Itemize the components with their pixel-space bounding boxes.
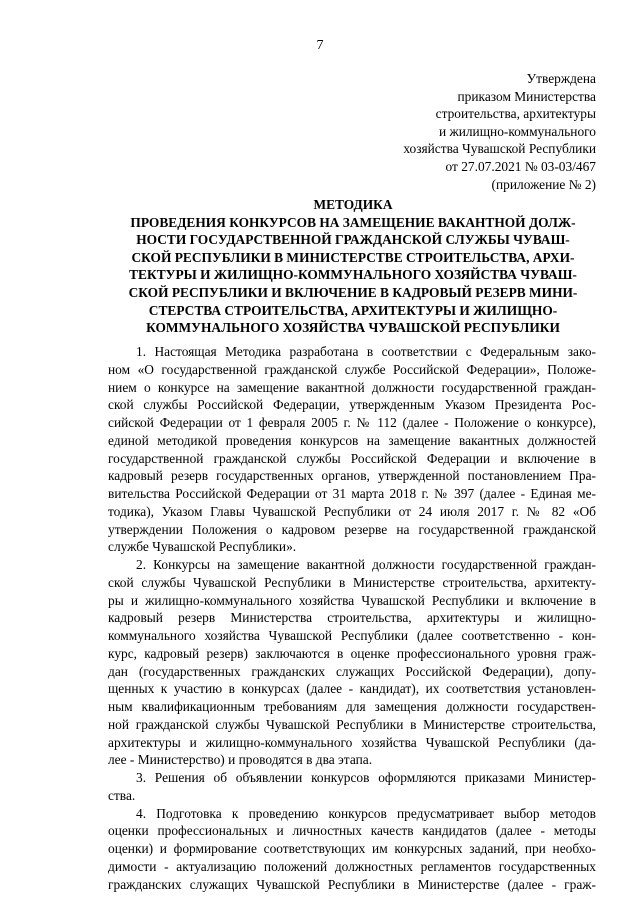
approval-line: от 27.07.2021 № 03-03/467 xyxy=(445,158,596,174)
title-line: СТЕРСТВА СТРОИТЕЛЬСТВА, АРХИТЕКТУРЫ И ЖИЛИЩНО- xyxy=(148,302,558,318)
title-line: ПРОВЕДЕНИЯ КОНКУРСОВ НА ЗАМЕЩЕНИЕ ВАКАНТНОЙ ДОЛЖ- xyxy=(130,214,576,230)
body-line: ры и жилищно-коммунального хозяйства Чувашской Республики и включение в xyxy=(108,592,596,608)
title-line: КОММУНАЛЬНОГО ХОЗЯЙСТВА ЧУВАШСКОЙ РЕСПУБЛИКИ xyxy=(146,320,560,336)
approval-line: хозяйства Чувашской Республики xyxy=(403,141,596,157)
body-line: 4. Подготовка к проведению конкурсов предусматривает выбор методов xyxy=(136,805,596,821)
body-line: оценки профессиональных и личностных качеств кандидатов (далее - методы xyxy=(108,823,596,839)
body-line: гражданских служащих Чувашской Республики в Министерстве (далее - граж- xyxy=(108,876,596,892)
title-line: ТЕКТУРЫ И ЖИЛИЩНО-КОММУНАЛЬНОГО ХОЗЯЙСТВА ЧУВАШ- xyxy=(129,267,577,283)
body-line: вительства Российской Федерации от 31 марта 2018 г. № 397 (далее - Единая ме- xyxy=(108,486,596,501)
approval-line: приказом Министерства xyxy=(457,88,596,104)
approval-line: (приложение № 2) xyxy=(491,176,596,192)
body-line: 1. Настоящая Методика разработана в соответствии с Федеральным зако- xyxy=(136,344,596,359)
body-line: ном «О государственной гражданской службе Российской Федерации», Положе- xyxy=(108,361,596,377)
body-line: дан (государственных гражданских служащих Российской Федерации), допу- xyxy=(108,663,596,679)
body-line: 3. Решения об объявлении конкурсов оформляются приказами Министер- xyxy=(136,770,596,785)
body-line: курс, кадровый резерв) заключаются в оценке профессионального уровня граж- xyxy=(108,645,596,661)
body-line: ской службы Российской Федерации, утвержденным Указом Президента Рос- xyxy=(108,397,596,413)
approval-line: Утверждена xyxy=(526,71,596,86)
body-line: тодика), Указом Главы Чувашской Республики от 24 июля 2017 г. № 82 «Об xyxy=(108,503,596,519)
body-line: государственной гражданской службы Российской Федерации и включение в xyxy=(108,450,596,466)
approval-line: строительства, архитектуры xyxy=(435,106,596,122)
body-line: коммунального хозяйства Чувашской Республики (далее соответственно - кон- xyxy=(108,628,596,643)
body-line: щенных к участию в конкурсах (далее - кандидат), их соответствия установлен- xyxy=(108,681,596,697)
body-line: сийской Федерации от 1 февраля 2005 г. № 112 (далее - Положение о конкурсе), xyxy=(108,415,596,430)
body-line: нием о конкурсе на замещение вакантной должности государственной граждан- xyxy=(108,379,596,395)
page-number: 7 xyxy=(316,38,324,53)
body-line: кадровый резерв Министерства строительства, архитектуры и жилищно- xyxy=(108,610,596,626)
body-line: ной гражданской службы Чувашской Республики в Министерстве строительства, xyxy=(108,716,596,732)
title-line: СКОЙ РЕСПУБЛИКИ В МИНИСТЕРСТВЕ СТРОИТЕЛЬСТВА, АРХИ- xyxy=(131,249,575,265)
body-line: димости - актуализацию положений должностных регламентов государственных xyxy=(108,858,596,874)
document-body xyxy=(108,343,596,893)
body-line: ства. xyxy=(108,787,136,803)
body-line: ской службы Чувашской Республики в Министерстве строительства, архитекту- xyxy=(108,574,596,590)
body-line: кадровый резерв государственных органов, утвержденной постановлением Пра- xyxy=(108,468,596,484)
document-title xyxy=(110,196,596,337)
body-line: оценки) и формирование соответствующих им конкурсных заданий, при необхо- xyxy=(108,841,596,856)
approval-stamp-block xyxy=(356,70,596,193)
body-line: ным квалификационным требованиям для замещения должности государствен- xyxy=(108,699,596,714)
body-line: 2. Конкурсы на замещение вакантной должности государственной граждан- xyxy=(136,557,596,572)
body-line: единой методикой проведения конкурсов на замещение вакантных должностей xyxy=(108,432,596,448)
title-line: МЕТОДИКА xyxy=(313,197,393,212)
body-line: службе Чувашской Республики». xyxy=(108,539,297,555)
body-line: лее - Министерство) и проводятся в два этапа. xyxy=(108,752,373,768)
body-line: утверждении Положения о кадровом резерве на государственной гражданской xyxy=(108,521,596,537)
title-line: НОСТИ ГОСУДАРСТВЕННОЙ ГРАЖДАНСКОЙ СЛУЖБЫ ЧУВАШ- xyxy=(136,232,570,248)
approval-line: и жилищно-коммунального xyxy=(438,123,596,139)
title-line: СКОЙ РЕСПУБЛИКИ И ВКЛЮЧЕНИЕ В КАДРОВЫЙ РЕЗЕРВ МИНИ- xyxy=(128,284,578,300)
body-line: архитектуры и жилищно-коммунального хозяйства Чувашской Республики (да- xyxy=(108,734,596,750)
